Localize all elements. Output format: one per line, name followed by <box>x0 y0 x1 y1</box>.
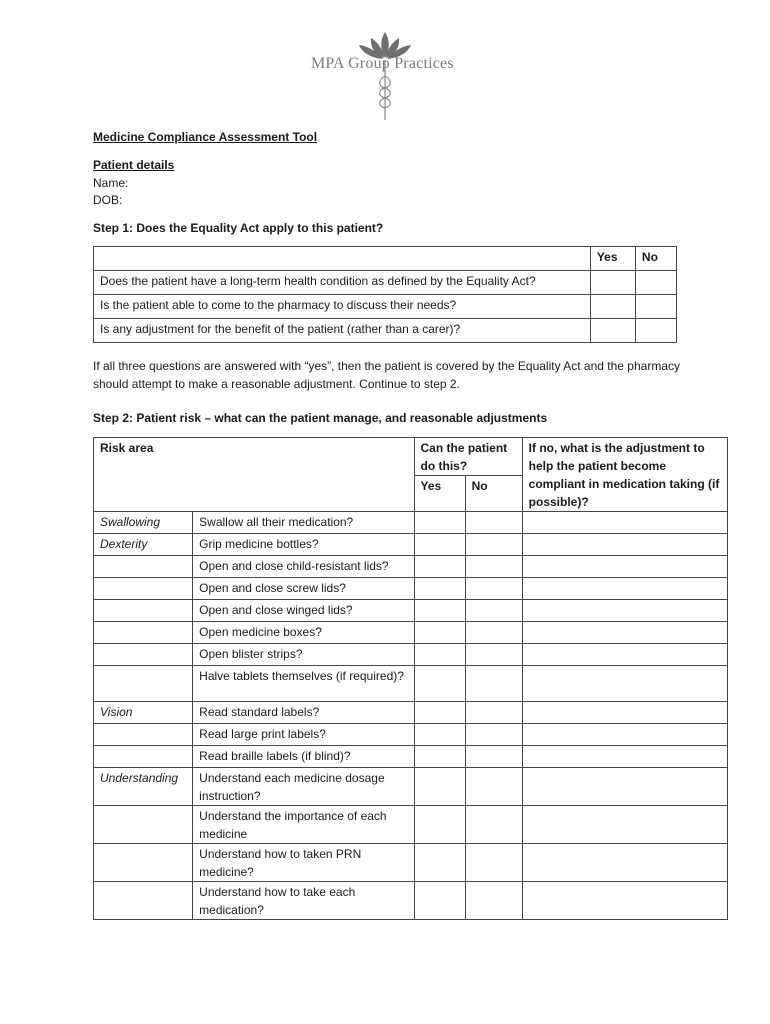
table-row <box>94 600 728 622</box>
no-cell[interactable] <box>465 844 522 882</box>
adjustment-cell[interactable] <box>522 844 727 882</box>
table-row <box>94 882 728 920</box>
risk-area-cell <box>94 666 193 702</box>
no-cell[interactable] <box>465 556 522 578</box>
task-cell: Read standard labels? <box>193 702 414 724</box>
equality-act-note: If all three questions are answered with “yes”, then the patient is covered by the Equality Act and the pharmacy should attempt to make a reasonable adjustment. Continue to step 2. <box>93 359 680 391</box>
no-cell[interactable] <box>465 622 522 644</box>
yes-cell[interactable] <box>414 768 465 806</box>
table-row <box>94 768 728 806</box>
table-row <box>94 578 728 600</box>
no-cell[interactable] <box>465 768 522 806</box>
yes-cell[interactable] <box>414 600 465 622</box>
table-row <box>94 512 728 534</box>
task-cell: Understand how to take each medication? <box>193 882 414 920</box>
no-cell[interactable] <box>635 295 676 319</box>
table-row <box>94 644 728 666</box>
yes-cell[interactable] <box>590 295 635 319</box>
task-cell: Open medicine boxes? <box>193 622 414 644</box>
risk-area-cell <box>94 556 193 578</box>
col-can-header: Can the patient do this? <box>414 438 522 476</box>
task-cell: Understand each medicine dosage instruction? <box>193 768 414 806</box>
no-cell[interactable] <box>465 806 522 844</box>
risk-area-cell <box>94 724 193 746</box>
risk-area-cell <box>94 622 193 644</box>
risk-area-cell <box>94 746 193 768</box>
patient-risk-table <box>93 437 728 920</box>
task-cell: Read large print labels? <box>193 724 414 746</box>
yes-cell[interactable] <box>414 512 465 534</box>
question-cell: Does the patient have a long-term health condition as defined by the Equality Act? <box>94 271 591 295</box>
no-cell[interactable] <box>465 702 522 724</box>
risk-area-cell: Dexterity <box>94 534 193 556</box>
question-cell: Is any adjustment for the benefit of the patient (rather than a carer)? <box>94 319 591 343</box>
table-row <box>94 806 728 844</box>
equality-act-table <box>93 246 677 343</box>
col-adjustment-header: If no, what is the adjustment to help the patient become compliant in medication taking (if possible)? <box>522 438 727 512</box>
risk-area-cell <box>94 600 193 622</box>
task-cell: Open and close child-resistant lids? <box>193 556 414 578</box>
table-row <box>94 724 728 746</box>
risk-area-cell <box>94 882 193 920</box>
adjustment-cell[interactable] <box>522 534 727 556</box>
adjustment-cell[interactable] <box>522 702 727 724</box>
yes-cell[interactable] <box>414 724 465 746</box>
adjustment-cell[interactable] <box>522 644 727 666</box>
col-risk-area-header: Risk area <box>94 438 415 512</box>
yes-cell[interactable] <box>414 702 465 724</box>
task-cell: Swallow all their medication? <box>193 512 414 534</box>
yes-cell[interactable] <box>414 666 465 702</box>
adjustment-cell[interactable] <box>522 622 727 644</box>
document-title: Medicine Compliance Assessment Tool <box>93 130 318 144</box>
col-no-header: No <box>465 476 522 512</box>
task-cell: Open and close screw lids? <box>193 578 414 600</box>
yes-cell[interactable] <box>414 578 465 600</box>
table-row <box>94 271 677 295</box>
adjustment-cell[interactable] <box>522 512 727 534</box>
yes-cell[interactable] <box>414 806 465 844</box>
table-row <box>94 556 728 578</box>
table-header-row <box>94 438 728 476</box>
adjustment-cell[interactable] <box>522 882 727 920</box>
table-row <box>94 702 728 724</box>
patient-details-heading: Patient details <box>93 158 175 172</box>
task-cell: Read braille labels (if blind)? <box>193 746 414 768</box>
table-row <box>94 319 677 343</box>
risk-area-cell <box>94 644 193 666</box>
yes-cell[interactable] <box>414 882 465 920</box>
adjustment-cell[interactable] <box>522 666 727 702</box>
table-row <box>94 534 728 556</box>
name-label: Name: <box>93 176 129 190</box>
table-row <box>94 622 728 644</box>
no-cell[interactable] <box>465 512 522 534</box>
no-cell[interactable] <box>465 600 522 622</box>
yes-cell[interactable] <box>414 556 465 578</box>
adjustment-cell[interactable] <box>522 768 727 806</box>
table-header-row <box>94 247 677 271</box>
col-yes-header: Yes <box>414 476 465 512</box>
adjustment-cell[interactable] <box>522 578 727 600</box>
no-cell[interactable] <box>465 644 522 666</box>
yes-cell[interactable] <box>414 746 465 768</box>
risk-area-cell <box>94 578 193 600</box>
yes-cell[interactable] <box>414 644 465 666</box>
yes-cell[interactable] <box>414 844 465 882</box>
table-row <box>94 666 728 702</box>
yes-cell[interactable] <box>414 622 465 644</box>
no-cell[interactable] <box>465 578 522 600</box>
no-cell[interactable] <box>635 271 676 295</box>
table-row <box>94 844 728 882</box>
step2-heading: Step 2: Patient risk – what can the patient manage, and reasonable adjustments <box>93 411 548 425</box>
no-cell[interactable] <box>465 746 522 768</box>
task-cell: Open and close winged lids? <box>193 600 414 622</box>
no-cell[interactable] <box>465 882 522 920</box>
yes-cell[interactable] <box>590 271 635 295</box>
dob-label: DOB: <box>93 193 123 207</box>
risk-area-cell <box>94 844 193 882</box>
task-cell: Open blister strips? <box>193 644 414 666</box>
col-no-header: No <box>635 247 676 271</box>
task-cell: Understand the importance of each medicine <box>193 806 414 844</box>
risk-area-cell: Vision <box>94 702 193 724</box>
adjustment-cell[interactable] <box>522 806 727 844</box>
yes-cell[interactable] <box>414 534 465 556</box>
adjustment-cell[interactable] <box>522 600 727 622</box>
task-cell: Grip medicine bottles? <box>193 534 414 556</box>
risk-area-cell: Understanding <box>94 768 193 806</box>
risk-area-cell: Swallowing <box>94 512 193 534</box>
task-cell: Halve tablets themselves (if required)? <box>193 666 414 702</box>
col-yes-header: Yes <box>590 247 635 271</box>
task-cell: Understand how to taken PRN medicine? <box>193 844 414 882</box>
adjustment-cell[interactable] <box>522 746 727 768</box>
no-cell[interactable] <box>465 666 522 702</box>
yes-cell[interactable] <box>590 319 635 343</box>
logo-text: MPA Group Practices <box>311 55 454 72</box>
no-cell[interactable] <box>635 319 676 343</box>
table-row <box>94 295 677 319</box>
no-cell[interactable] <box>465 534 522 556</box>
table-row <box>94 746 728 768</box>
question-cell: Is the patient able to come to the pharmacy to discuss their needs? <box>94 295 591 319</box>
adjustment-cell[interactable] <box>522 556 727 578</box>
step1-heading: Step 1: Does the Equality Act apply to this patient? <box>93 221 384 235</box>
risk-area-cell <box>94 806 193 844</box>
adjustment-cell[interactable] <box>522 724 727 746</box>
lotus-caduceus-logo-icon <box>300 30 470 122</box>
no-cell[interactable] <box>465 724 522 746</box>
